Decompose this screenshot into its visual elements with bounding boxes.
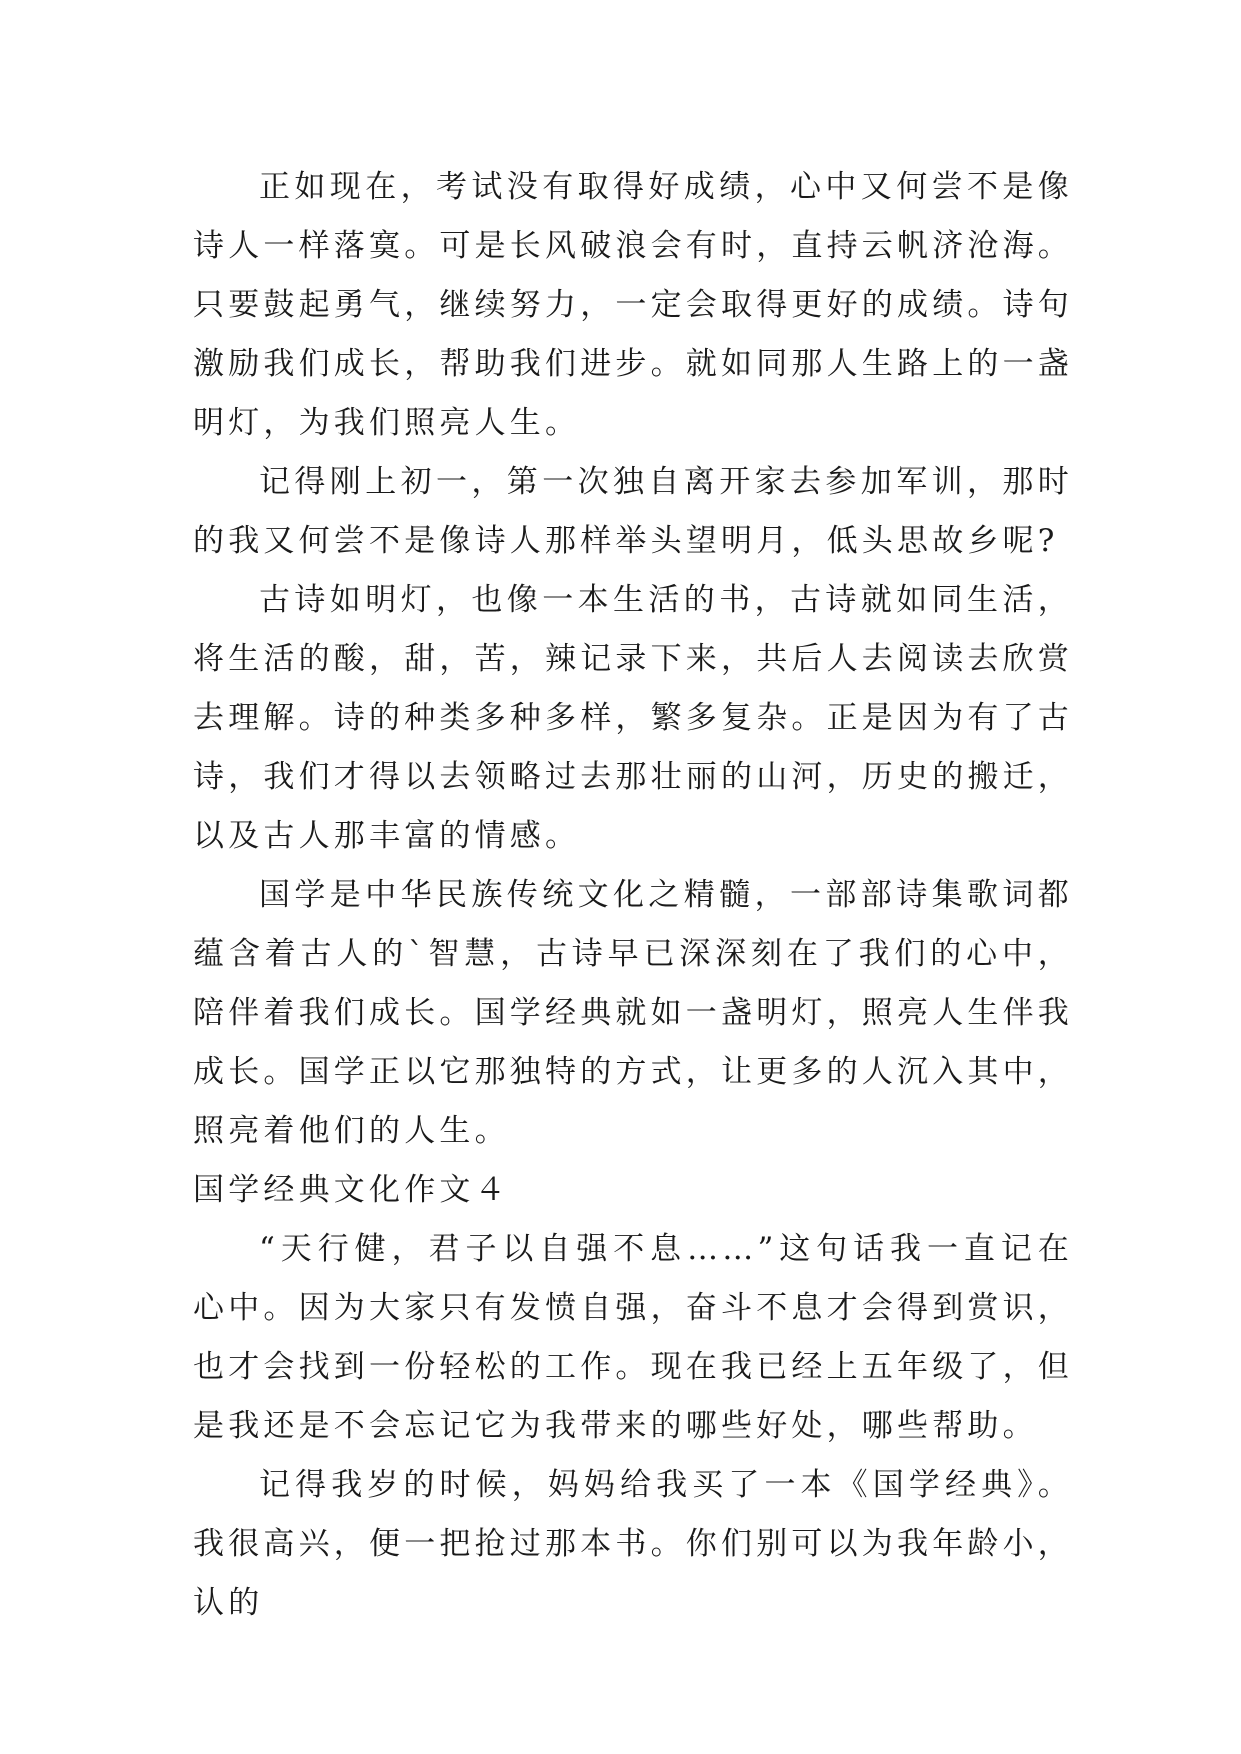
paragraph: 古诗如明灯，也像一本生活的书，古诗就如同生活，将生活的酸，甜，苦，辣记录下来，共后人去阅读去欣赏去理解。诗的种类多种多样，繁多复杂。正是因为有了古诗，我们才得以去领略过去那壮丽的山河，历史的搬迁，以及古人那丰富的情感。 [193, 582, 1073, 854]
section-heading: 国学经典文化作文４ [193, 1172, 510, 1208]
paragraph: “天行健，君子以自强不息……”这句话我一直记在心中。因为大家只有发愤自强，奋斗不息才会得到赏识，也才会找到一份轻松的工作。现在我已经上五年级了，但是我还是不会忘记它为我带来的哪些好处，哪些帮助。 [193, 1231, 1073, 1444]
document-body [193, 158, 1073, 1633]
paragraph: 记得刚上初一，第一次独自离开家去参加军训，那时的我又何尝不是像诗人那样举头望明月，低头思故乡呢? [193, 464, 1073, 559]
paragraph: 记得我岁的时候，妈妈给我买了一本《国学经典》。我很高兴，便一把抢过那本书。你们别可以为我年龄小，认的 [193, 1467, 1073, 1621]
paragraph: 国学是中华民族传统文化之精髓，一部部诗集歌词都蕴含着古人的`智慧，古诗早已深深刻在了我们的心中，陪伴着我们成长。国学经典就如一盏明灯，照亮人生伴我成长。国学正以它那独特的方式，让更多的人沉入其中，照亮着他们的人生。 [193, 877, 1073, 1149]
paragraph: 正如现在，考试没有取得好成绩，心中又何尝不是像诗人一样落寞。可是长风破浪会有时，直持云帆济沧海。只要鼓起勇气，继续努力，一定会取得更好的成绩。诗句激励我们成长，帮助我们进步。就如同那人生路上的一盏明灯，为我们照亮人生。 [193, 169, 1073, 441]
